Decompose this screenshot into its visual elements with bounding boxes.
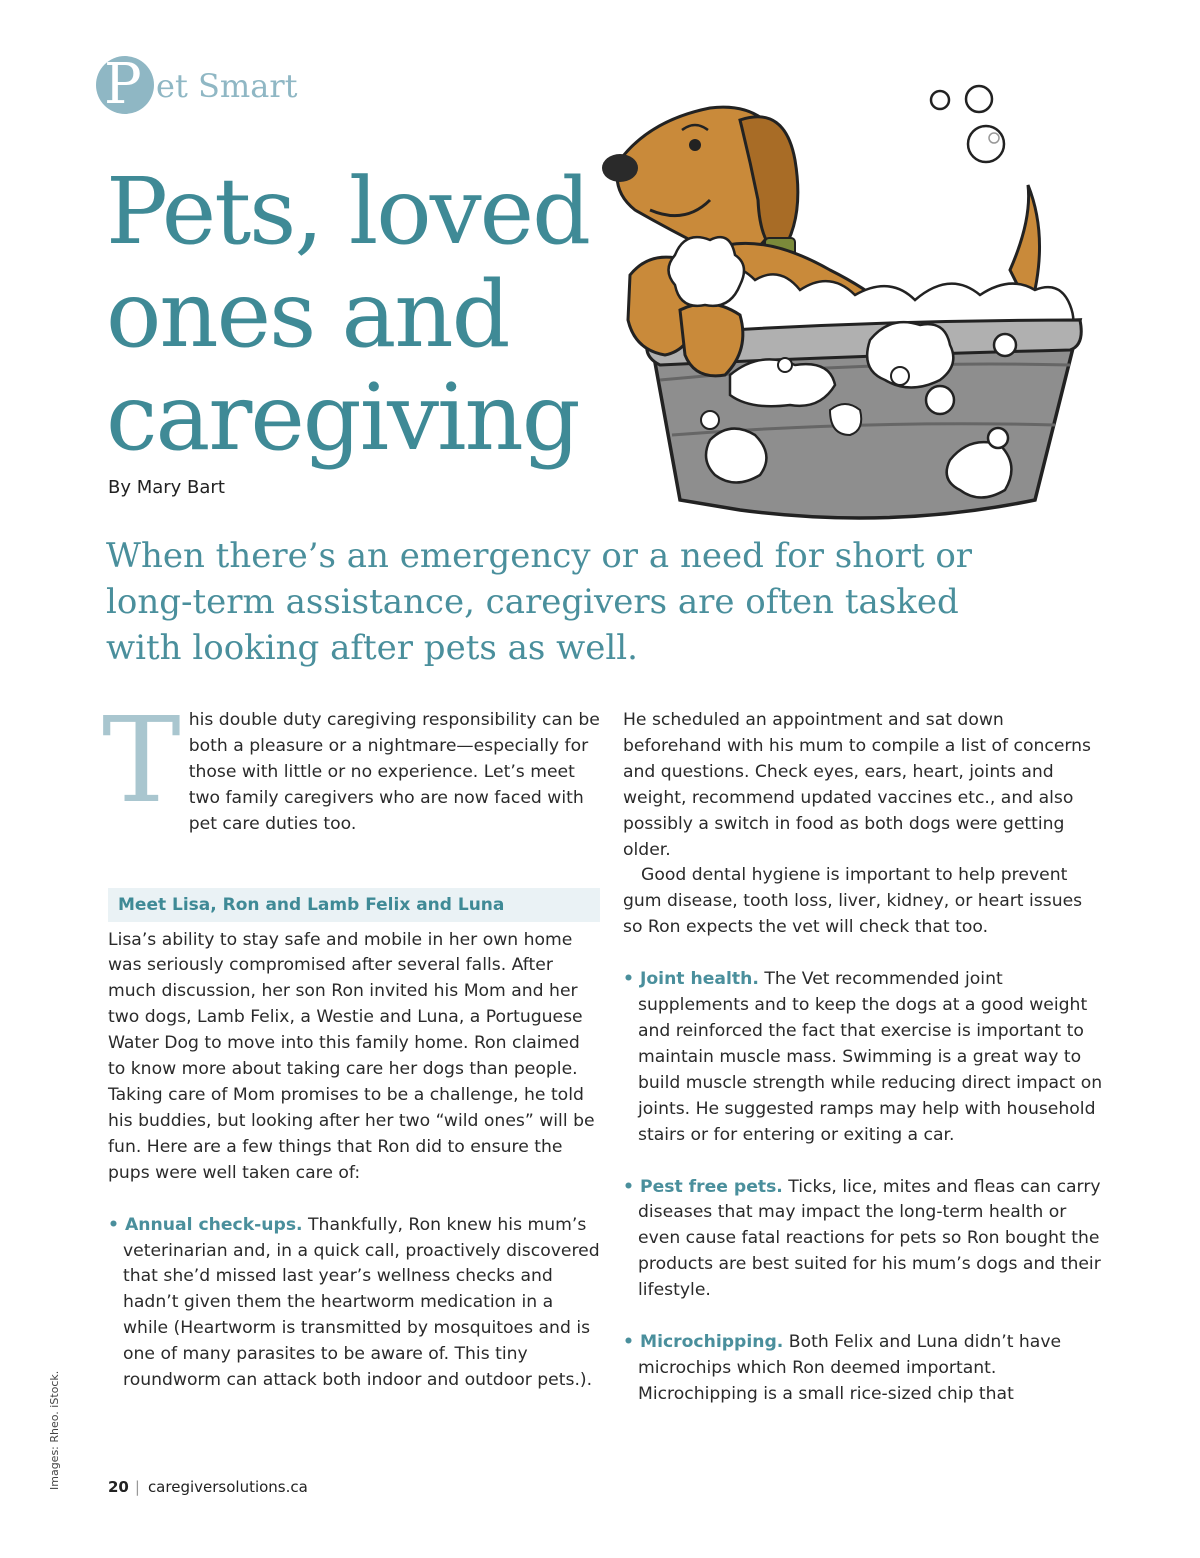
page-footer (108, 1478, 308, 1496)
section-tag-initial: P (104, 52, 142, 117)
body-column-right (623, 708, 1103, 1408)
article-deck: When there’s an emergency or a need for short or long-term assistance, caregivers are often tasked with looking after pets as well. (106, 536, 973, 668)
page-number: 20 (108, 1478, 129, 1496)
intro-text: his double duty caregiving responsibility can be both a pleasure or a nightmare—especially for those with little or no experience. Let’s meet two family caregivers who are now faced with pet care duties too. (188, 710, 600, 834)
body-paragraph: He scheduled an appointment and sat down beforehand with his mum to compile a list of concerns and questions. Check eyes, ears, heart, joints and weight, recommend updated vaccines etc., and also possibly a switch in food as both dogs were getting older. (623, 710, 1092, 860)
title-line: caregiving (106, 364, 579, 471)
footer-separator: | (134, 1478, 140, 1496)
body-column-left (102, 691, 600, 1394)
image-credit: Images: Rheo. iStock. (48, 1370, 61, 1490)
bullet-lead: • Joint health. (623, 969, 759, 990)
dog-in-bathtub-illustration (590, 80, 1130, 540)
bullet-text: Ticks, lice, mites and fleas can carry diseases that may impact the long-term health or even cause fatal reactions for pets so Ron bought the products are best suited for his mum’s dogs and their lifestyle. (638, 1176, 1101, 1301)
intro-paragraph (102, 691, 600, 838)
bullet-text: The Vet recommended joint supplements and to keep the dogs at a good weight and reinforced the fact that exercise is important to maintain muscle mass. Swimming is a great way to build muscle strength while reducing direct impact on joints. He suggested ramps may help with household stairs or for entering or exiting a car. (638, 969, 1103, 1145)
bullet-annual-checkups (108, 1213, 600, 1394)
body-paragraph: Lisa’s ability to stay safe and mobile in her own home was seriously compromised after several falls. After much discussion, her son Ron invited his Mom and her two dogs, Lamb Felix, a Westie and Luna, a Portuguese Water Dog to move into this family home. Ron claimed to know more about taking care her dogs than people. Taking care of Mom promises to be a challenge, he told his buddies, but looking after her two “wild ones” will be fun. Here are a few things that Ron did to ensure the pups were well taken care of: (108, 929, 595, 1183)
title-line: ones and (106, 261, 509, 368)
subhead: Meet Lisa, Ron and Lamb Felix and Luna (108, 888, 600, 922)
byline: By Mary Bart (108, 477, 225, 498)
bullet-joint-health (623, 967, 1103, 1148)
bullet-text: Thankfully, Ron knew his mum’s veterinarian and, in a quick call, proactively discovered that she’d missed last year’s wellness checks and hadn’t given them the heartworm medication in a while (Heartworm is transmitted by mosquitoes and is one of many parasites to be aware of. This tiny roundworm can attack both indoor and outdoor pets.). (123, 1214, 600, 1391)
bullet-lead: • Microchipping. (623, 1332, 784, 1353)
body-paragraph: Good dental hygiene is important to help prevent gum disease, tooth loss, liver, kidney, or heart issues so Ron expects the vet will check that too. (623, 865, 1083, 938)
bullet-microchipping (623, 1330, 1103, 1408)
article-title (106, 160, 626, 469)
bullet-text: Both Felix and Luna didn’t have microchips which Ron deemed important. Microchipping is a small rice-sized chip that (638, 1332, 1062, 1404)
drop-cap: T (102, 691, 181, 829)
title-line: Pets, loved (106, 158, 590, 265)
bullet-lead: • Annual check-ups. (108, 1214, 303, 1235)
bullet-lead: • Pest free pets. (623, 1176, 783, 1197)
section-tag-label: et Smart (156, 67, 298, 105)
footer-site: caregiversolutions.ca (147, 1478, 308, 1496)
bullet-pest-free (623, 1175, 1103, 1305)
